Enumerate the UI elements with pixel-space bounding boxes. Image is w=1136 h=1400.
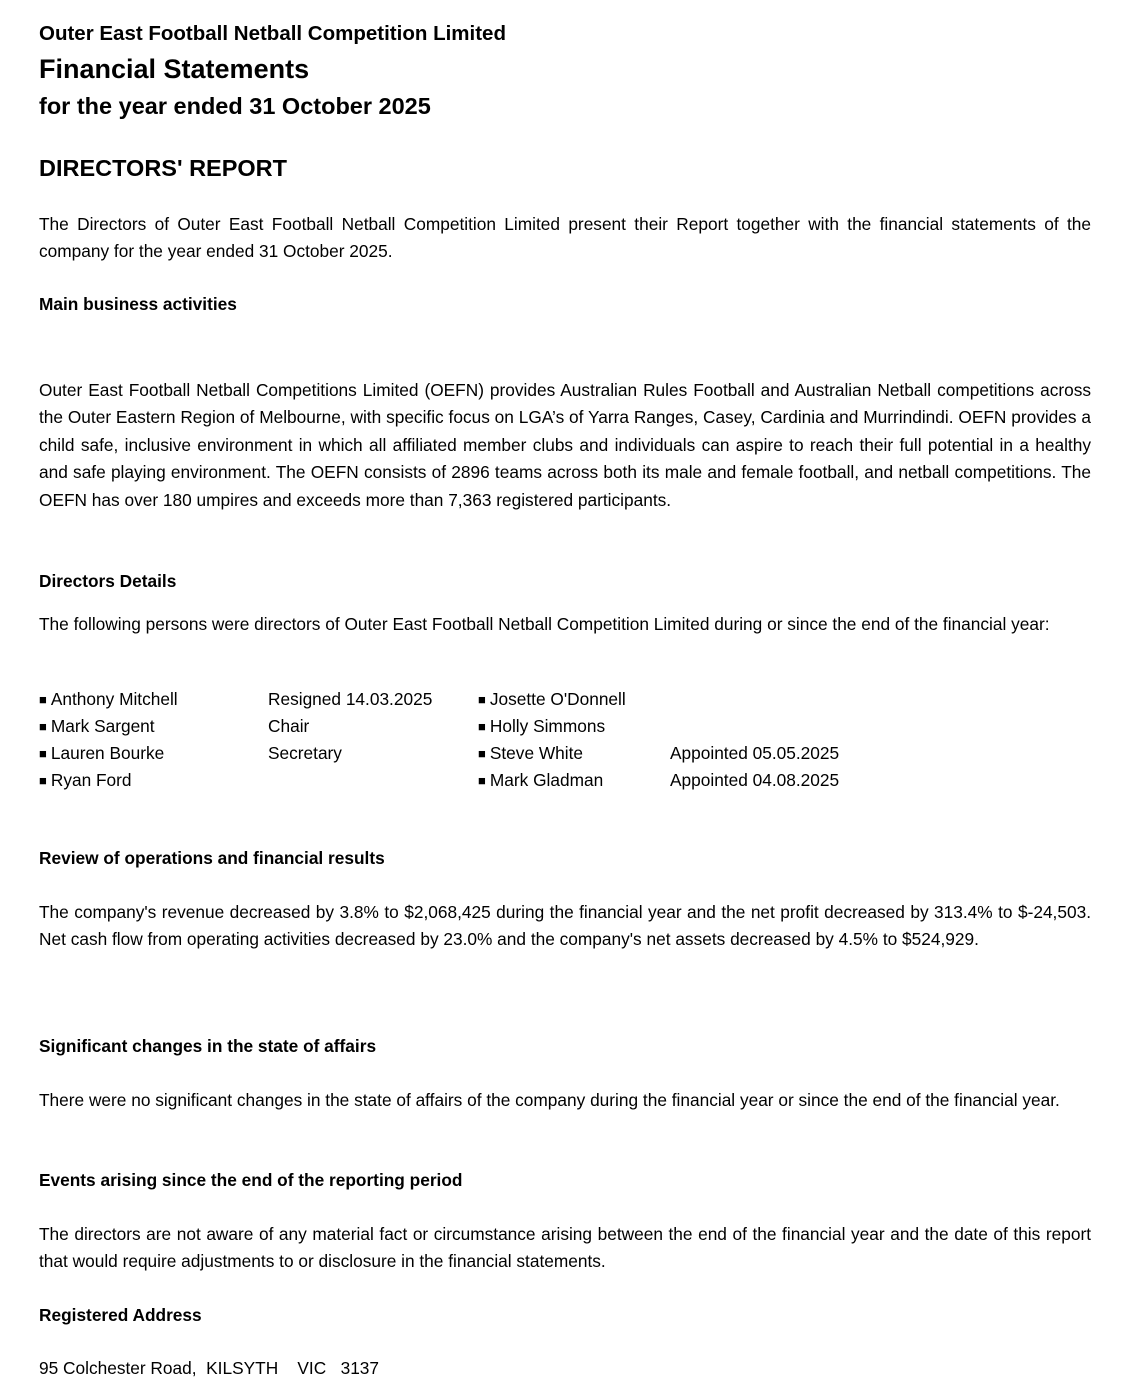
director-note: Chair: [268, 716, 310, 736]
bullet-icon: ■: [478, 692, 486, 707]
bullet-icon: ■: [478, 719, 486, 734]
review-paragraph: The company's revenue decreased by 3.8% to $2,068,425 during the financial year and the net profit decreased by 313.4% to $-24,503. Net cash flow from operating activities decreased by 23.0% and the company's net assets decreased by 4.5% to $524,929.: [39, 902, 1091, 950]
bullet-icon: ■: [478, 746, 486, 761]
directors-row: [39, 713, 1091, 740]
bullet-icon: ■: [39, 692, 47, 707]
director-name: Mark Gladman: [489, 770, 604, 790]
bullet-icon: ■: [39, 719, 47, 734]
director-name: Anthony Mitchell: [50, 689, 178, 709]
director-name: Josette O'Donnell: [489, 689, 626, 709]
directors-row: [39, 686, 1091, 713]
director-entry: [39, 686, 178, 713]
director-note: Resigned 14.03.2025: [268, 689, 433, 709]
directors-row: [39, 767, 1091, 794]
bullet-icon: ■: [39, 773, 47, 788]
document-title: Financial Statements: [39, 54, 310, 84]
director-name: Lauren Bourke: [50, 743, 165, 763]
bullet-icon: ■: [478, 773, 486, 788]
events-heading: Events arising since the end of the reporting period: [39, 1170, 463, 1190]
significant-changes-heading: Significant changes in the state of affairs: [39, 1036, 377, 1056]
director-note: Appointed 04.08.2025: [670, 770, 840, 790]
director-entry: [39, 713, 155, 740]
director-name: Holly Simmons: [489, 716, 606, 736]
main-business-paragraph: Outer East Football Netball Competitions Limited (OEFN) provides Australian Rules Football and Australian Netball competitions across the Outer Eastern Region of Melbourne, with specific focus on LGA’s of Yarra Ranges, Casey, Cardinia and Murrindindi. OEFN provides a child safe, inclusive environment in which all affiliated member clubs and individuals can aspire to reach their full potential in a healthy and safe playing environment. The OEFN consists of 2896 teams across both its male and female football, and netball competitions. The OEFN has over 180 umpires and exceeds more than 7,363 registered participants.: [39, 380, 1091, 510]
registered-address-text: 95 Colchester Road, KILSYTH VIC 3137: [39, 1358, 380, 1378]
events-paragraph: The directors are not aware of any material fact or circumstance arising between the end of the financial year and the date of this report that would require adjustments to or disclosure in the financial statements.: [39, 1224, 1091, 1272]
organisation-name: Outer East Football Netball Competition Limited: [39, 22, 506, 45]
director-name: Ryan Ford: [50, 770, 132, 790]
directors-details-heading: Directors Details: [39, 571, 177, 591]
director-entry: [39, 767, 132, 794]
director-entry: [478, 686, 626, 713]
significant-changes-paragraph: There were no significant changes in the state of affairs of the company during the financial year or since the end of the financial year.: [39, 1090, 1060, 1110]
bullet-icon: ■: [39, 746, 47, 761]
directors-row: [39, 740, 1091, 767]
director-name: Steve White: [489, 743, 584, 763]
review-heading: Review of operations and financial results: [39, 848, 385, 868]
director-name: Mark Sargent: [50, 716, 155, 736]
director-entry: [478, 740, 583, 767]
director-entry: [478, 767, 603, 794]
director-entry: [478, 713, 605, 740]
director-note: Appointed 05.05.2025: [670, 743, 840, 763]
registered-address-heading: Registered Address: [39, 1305, 202, 1325]
directors-details-paragraph: The following persons were directors of Outer East Football Netball Competition Limited during or since the end of the financial year:: [39, 614, 1050, 634]
document-subtitle: for the year ended 31 October 2025: [39, 93, 431, 119]
intro-paragraph: The Directors of Outer East Football Netball Competition Limited present their Report together with the financial statements of the company for the year ended 31 October 2025.: [39, 214, 1091, 262]
director-note: Secretary: [268, 743, 342, 763]
report-title: DIRECTORS' REPORT: [39, 155, 288, 181]
director-entry: [39, 740, 164, 767]
main-business-heading: Main business activities: [39, 294, 237, 314]
